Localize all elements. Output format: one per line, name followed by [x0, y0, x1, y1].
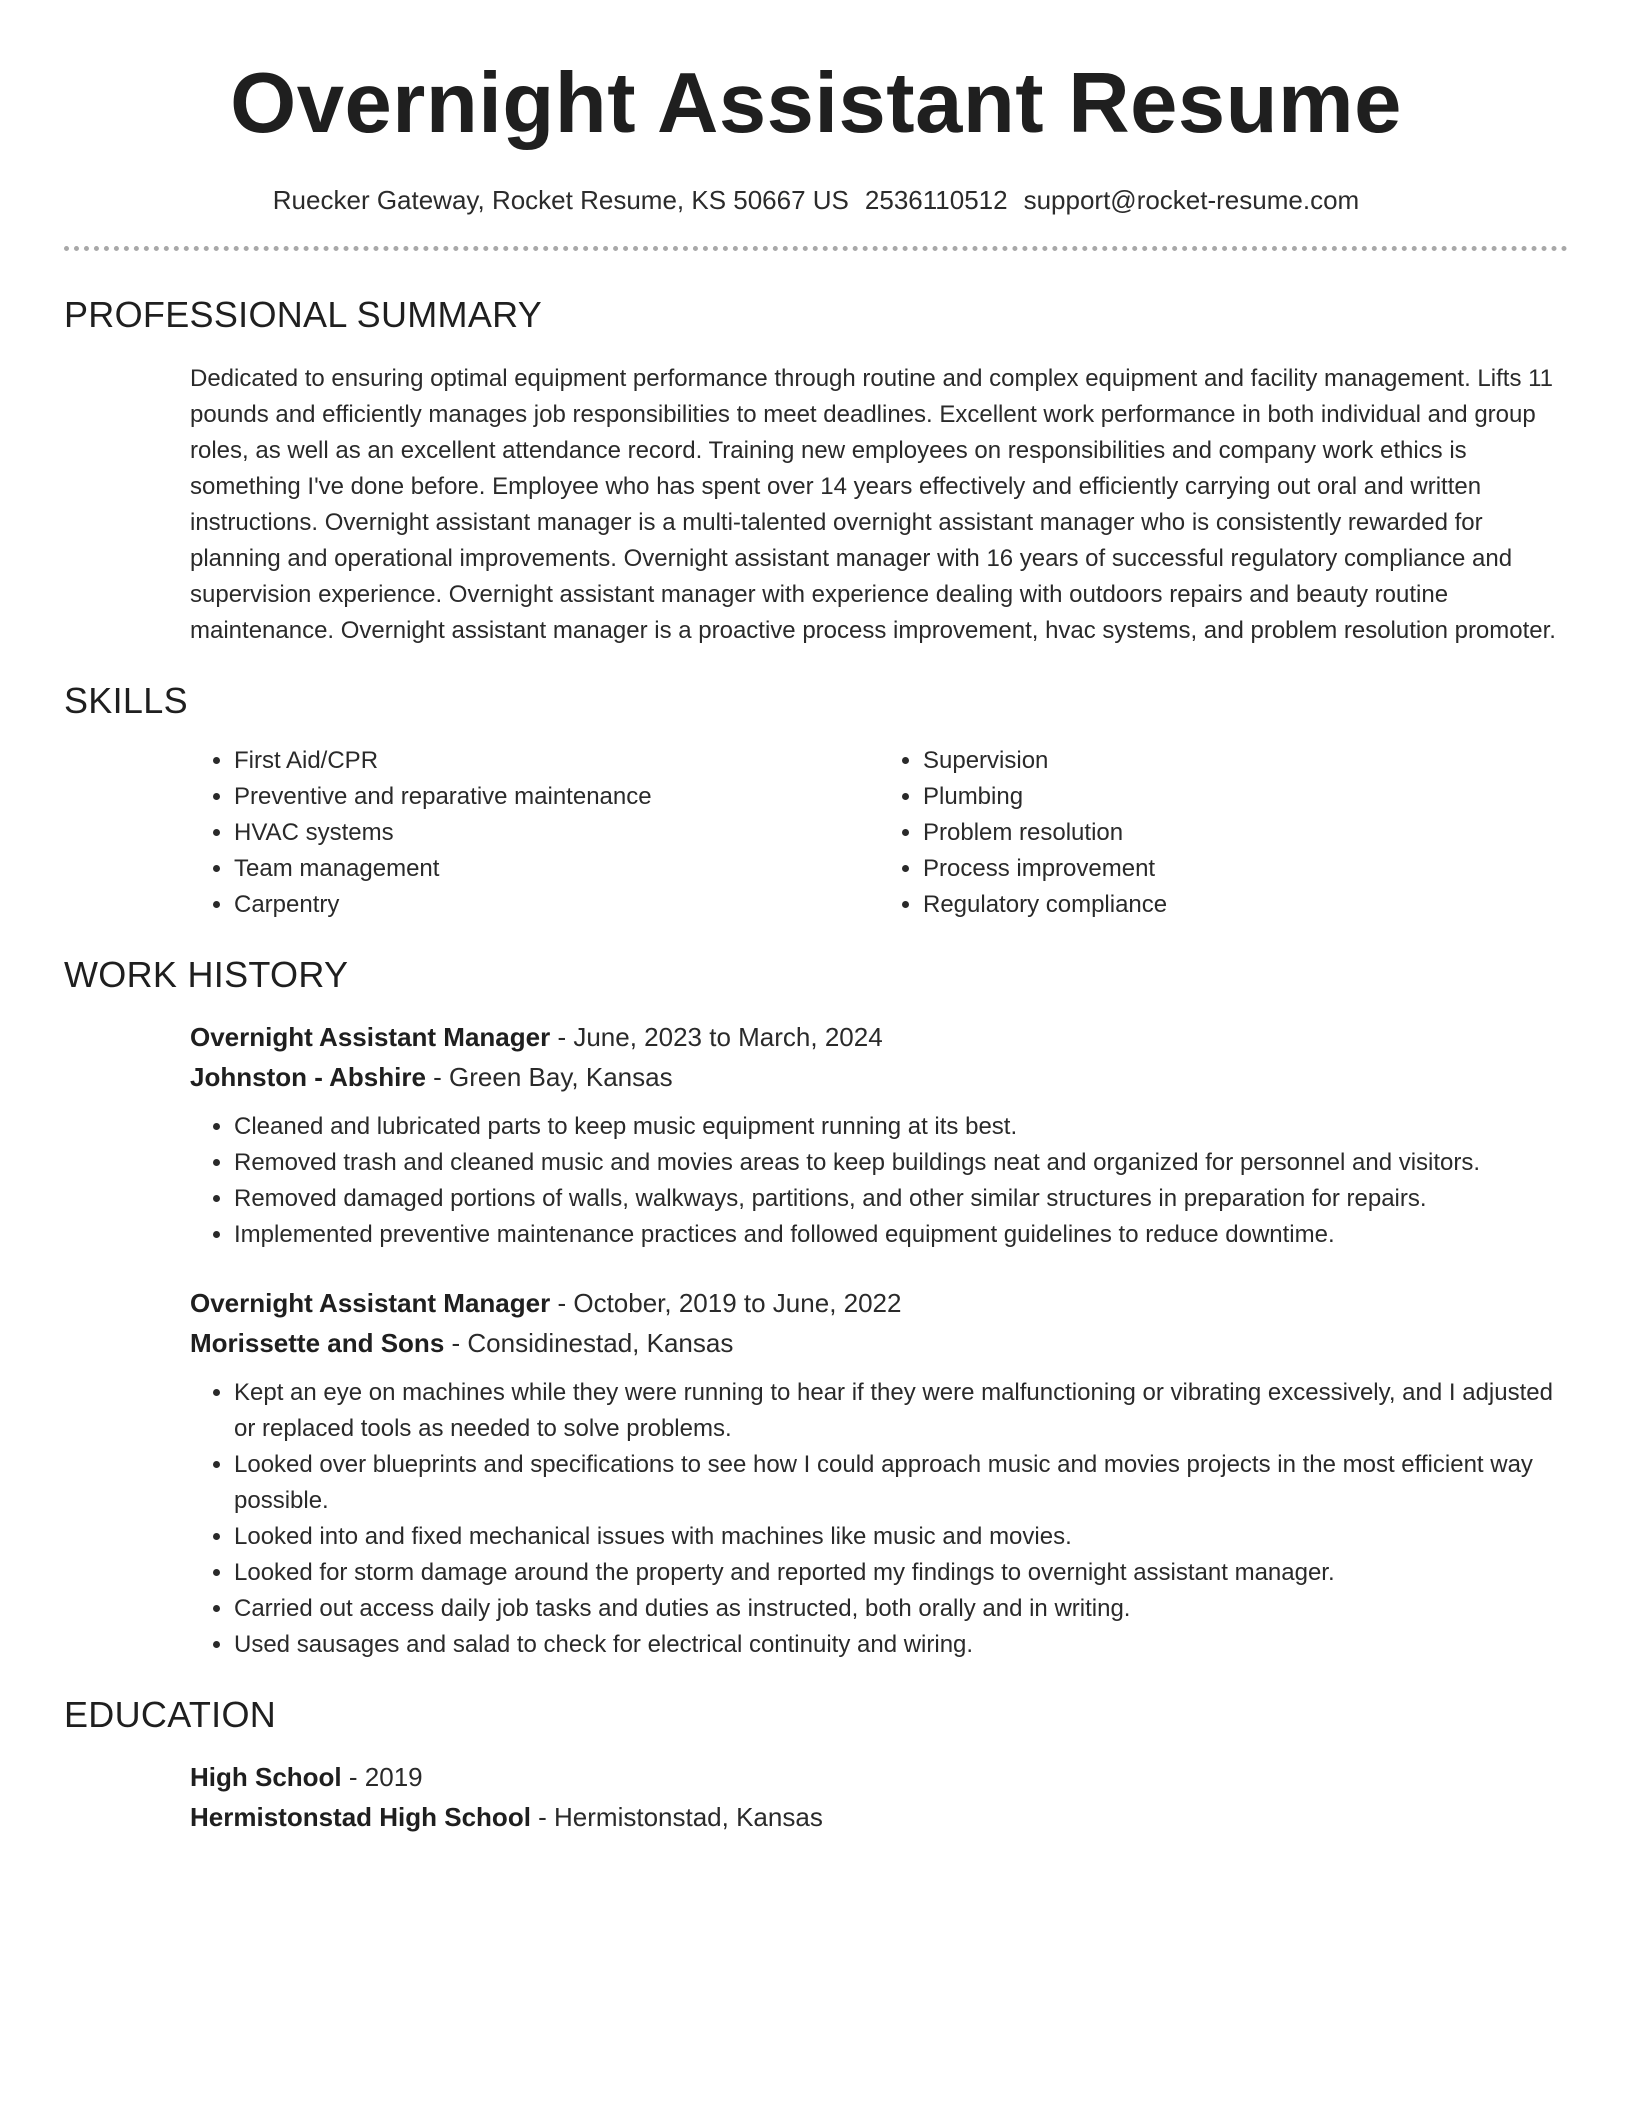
job-bullet: • Looked into and fixed mechanical issues with machines like music and movies. [234, 1519, 1568, 1555]
contact-address: Ruecker Gateway, Rocket Resume, KS 50667 US [272, 185, 849, 215]
skills-heading: SKILLS [64, 680, 188, 721]
skills-right-list [879, 743, 1568, 923]
job-company: Johnston - Abshire [190, 1062, 426, 1092]
resume-title: Overnight Assistant Resume [230, 56, 1402, 151]
skill-item: • Preventive and reparative maintenance [234, 779, 879, 815]
skill-item: • Supervision [923, 743, 1568, 779]
education-location: - Hermistonstad, Kansas [530, 1802, 823, 1832]
skill-item: • First Aid/CPR [234, 743, 879, 779]
job-bullet: • Kept an eye on machines while they were running to hear if they were malfunctioning or vibrating excessively, and I adjusted or replaced tools as needed to solve problems. [234, 1375, 1568, 1447]
work-heading: WORK HISTORY [64, 954, 349, 995]
job-bullet: • Implemented preventive maintenance practices and followed equipment guidelines to reduce downtime. [234, 1217, 1568, 1253]
job-bullet: • Looked over blueprints and specifications to see how I could approach music and movies projects in the most efficient way possible. [234, 1447, 1568, 1519]
job-title: Overnight Assistant Manager [190, 1022, 551, 1052]
skill-item: • HVAC systems [234, 815, 879, 851]
skill-item: • Problem resolution [923, 815, 1568, 851]
job-location: - Green Bay, Kansas [425, 1062, 673, 1092]
job-company-line [190, 1323, 1568, 1363]
education-degree: High School [190, 1762, 342, 1792]
education-section [64, 1693, 1568, 1837]
job-entry [190, 1017, 1568, 1253]
contact-email[interactable]: support@rocket-resume.com [1023, 185, 1360, 215]
job-bullet: • Cleaned and lubricated parts to keep music equipment running at its best. [234, 1109, 1568, 1145]
skills-columns [190, 743, 1568, 923]
contact-line [64, 184, 1568, 216]
skill-item: • Team management [234, 851, 879, 887]
job-company-line [190, 1057, 1568, 1097]
job-bullet: • Removed damaged portions of walls, walkways, partitions, and other similar structures in preparation for repairs. [234, 1181, 1568, 1217]
job-location: - Considinestad, Kansas [444, 1328, 734, 1358]
job-bullets [190, 1375, 1568, 1663]
skills-section [64, 679, 1568, 923]
education-heading: EDUCATION [64, 1694, 277, 1735]
skill-item: • Regulatory compliance [923, 887, 1568, 923]
resume-page [64, 0, 1568, 1837]
skill-item: • Process improvement [923, 851, 1568, 887]
education-degree-line [190, 1757, 1568, 1797]
job-title: Overnight Assistant Manager [190, 1288, 551, 1318]
education-year: - 2019 [341, 1762, 423, 1792]
summary-section [64, 293, 1568, 649]
job-bullet: • Looked for storm damage around the property and reported my findings to overnight assistant manager. [234, 1555, 1568, 1591]
skill-item: • Carpentry [234, 887, 879, 923]
job-company: Morissette and Sons [190, 1328, 445, 1358]
job-bullet: • Removed trash and cleaned music and movies areas to keep buildings neat and organized for personnel and visitors. [234, 1145, 1568, 1181]
education-school-line [190, 1797, 1568, 1837]
education-school: Hermistonstad High School [190, 1802, 531, 1832]
skills-left-list [190, 743, 879, 923]
contact-phone: 2536110512 [864, 185, 1008, 215]
job-title-line [190, 1017, 1568, 1057]
job-entry [190, 1283, 1568, 1663]
job-bullet: • Carried out access daily job tasks and duties as instructed, both orally and in writing. [234, 1591, 1568, 1627]
skill-item: • Plumbing [923, 779, 1568, 815]
work-section [64, 953, 1568, 1663]
job-bullets [190, 1109, 1568, 1253]
header-divider [64, 246, 1568, 251]
education-entry [190, 1757, 1568, 1837]
job-bullet: • Used sausages and salad to check for electrical continuity and wiring. [234, 1627, 1568, 1663]
job-dates: - June, 2023 to March, 2024 [550, 1022, 883, 1052]
job-title-line [190, 1283, 1568, 1323]
summary-heading: PROFESSIONAL SUMMARY [64, 294, 543, 335]
summary-text: Dedicated to ensuring optimal equipment performance through routine and complex equipment and facility management. Lifts 11 pounds and efficiently manages job responsibilities to meet deadlines. Excellent work performance in both individual and group roles, as well as an excellent attendance record. Training new employees on responsibilities and company work ethics is something I've done before. Employee who has spent over 14 years effectively and efficiently carrying out oral and written instructions. Overnight assistant manager is a multi-talented overnight assistant manager who is consistently rewarded for planning and operational improvements. Overnight assistant manager with 16 years of successful regulatory compliance and supervision experience. Overnight assistant manager with experience dealing with outdoors repairs and beauty routine maintenance. Overnight assistant manager is a proactive process improvement, hvac systems, and problem resolution promoter. [190, 365, 1556, 644]
job-dates: - October, 2019 to June, 2022 [550, 1288, 902, 1318]
